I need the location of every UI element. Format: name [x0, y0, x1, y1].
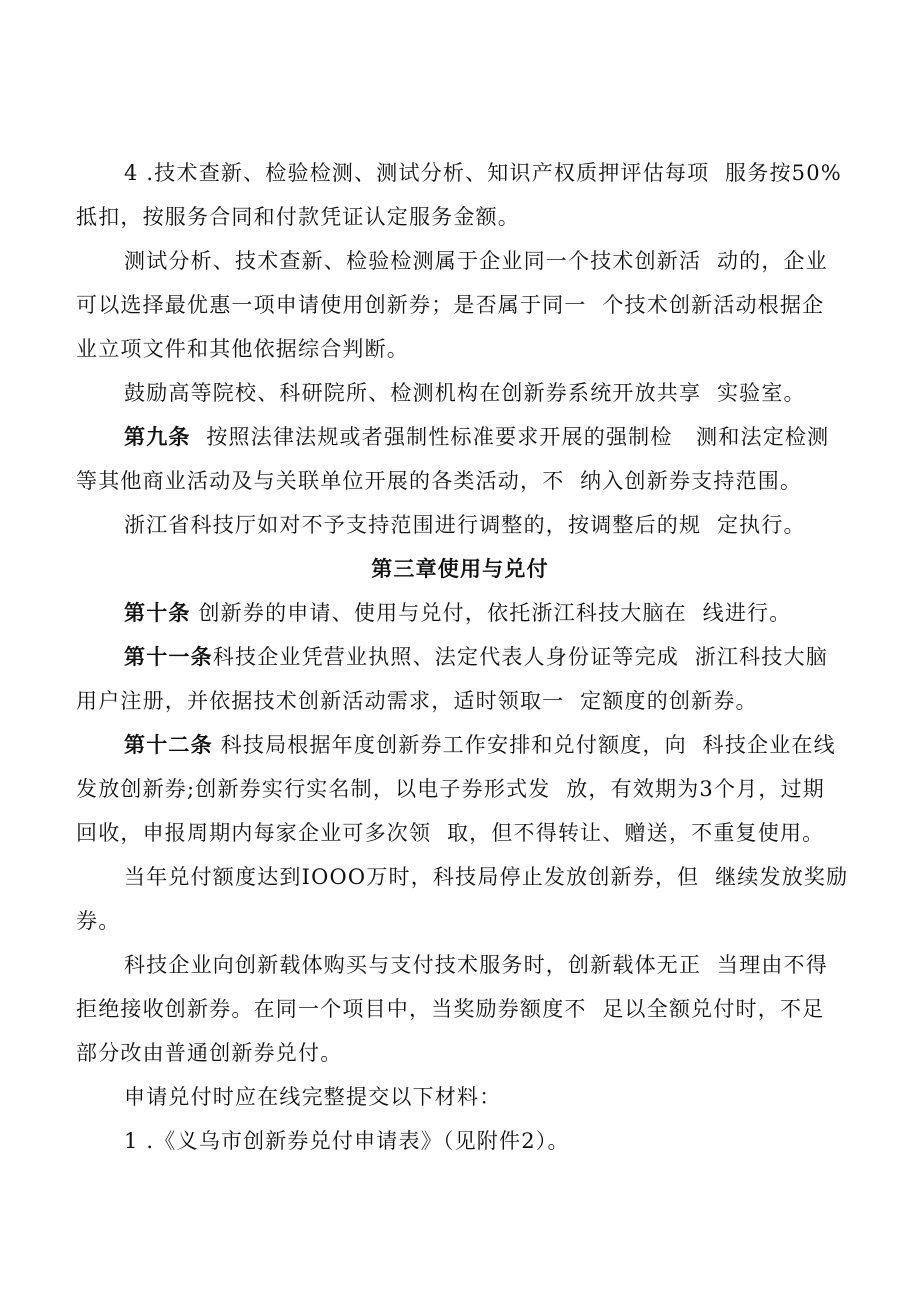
article-heading: 第十条: [124, 600, 191, 625]
text-span: 科技企业凭营业执照、法定代表人身份证等完成 浙江科技大脑: [212, 645, 828, 669]
text-line: 业立项文件和其他依据综合判断。: [76, 337, 409, 361]
list-item: 1 .《义乌市创新券兑付申请表》（见附件2）。: [124, 1129, 570, 1153]
text-line: 测试分析、技术查新、检验检测属于企业同一个技术创新活 动的，企业: [124, 249, 828, 273]
text-line: 浙江省科技厅如对不予支持范围进行调整的，按调整后的规 定执行。: [124, 513, 806, 537]
text-line: 科技企业向创新载体购买与支付技术服务时，创新载体无正 当理由不得: [124, 953, 828, 977]
article-line: [0, 730, 920, 760]
text-line: 当年兑付额度达到IOOO万时，科技局停止发放创新券，但 继续发放奖励: [124, 865, 849, 889]
article-heading: 第九条: [124, 424, 191, 449]
text-line: 申请兑付时应在线完整提交以下材料：: [124, 1085, 502, 1109]
text-line: 券。: [76, 909, 121, 933]
text-line: 部分改由普通创新券兑付。: [76, 1041, 343, 1065]
text-line: 等其他商业活动及与关联单位开展的各类活动，不 纳入创新券支持范围。: [76, 469, 803, 493]
text-line: 鼓励高等院校、科研院所、检测机构在创新券系统开放共享 实验室。: [124, 381, 806, 405]
article-line: [0, 422, 920, 452]
text-line: 发放创新券;创新券实行实名制，以电子券形式发 放，有效期为3个月，过期: [76, 777, 825, 801]
text-span: 科技局根据年度创新券工作安排和兑付额度，向 科技企业在线: [212, 733, 836, 757]
chapter-title: 第三章使用与兑付: [371, 556, 549, 581]
text-line: 拒绝接收创新券。在同一个项目中，当奖励券额度不 足以全额兑付时，不足: [76, 997, 825, 1021]
text-span: 按照法律法规或者强制性标准要求开展的强制检 测和法定检测: [190, 425, 830, 449]
article-heading: 第十二条: [124, 732, 213, 757]
article-line: [0, 642, 920, 672]
article-heading: 第十一条: [124, 644, 213, 669]
article-line: [0, 598, 920, 628]
text-span: 创新券的申请、使用与兑付，依托浙江科技大脑在 线进行。: [190, 601, 792, 625]
text-line: 回收，申报周期内每家企业可多次领 取，但不得转让、赠送，不重复使用。: [76, 821, 825, 845]
text-line: 4 .技术查新、检验检测、测试分析、知识产权质押评估每项 服务按50%: [124, 161, 842, 185]
text-line: 抵扣，按服务合同和付款凭证认定服务金额。: [76, 205, 520, 229]
text-line: 可以选择最优惠一项申请使用创新券；是否属于同一 个技术创新活动根据企: [76, 293, 825, 317]
text-line: 用户注册，并依据技术创新活动需求，适时领取一 定额度的创新券。: [76, 689, 758, 713]
